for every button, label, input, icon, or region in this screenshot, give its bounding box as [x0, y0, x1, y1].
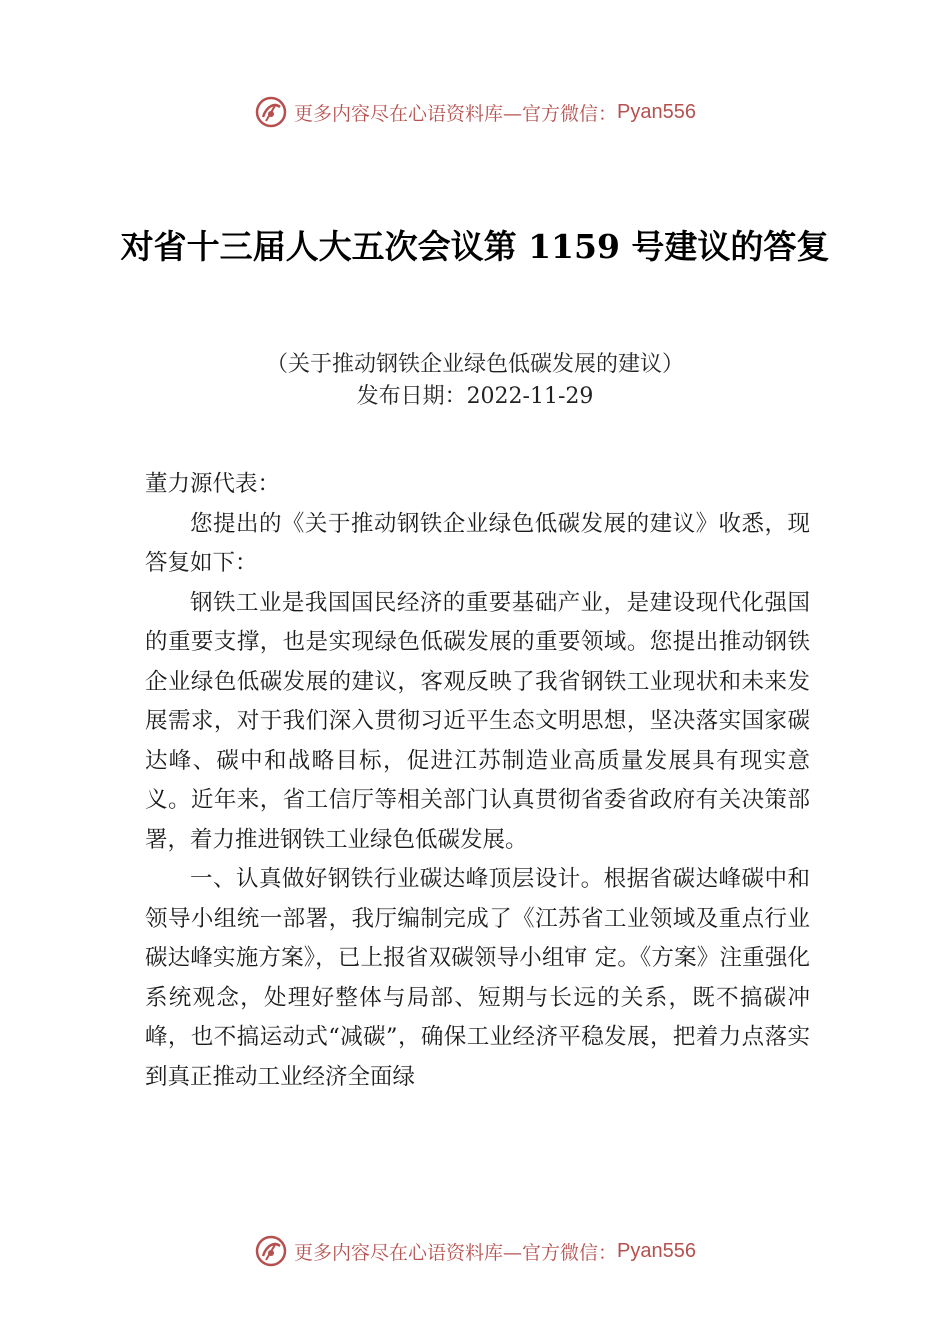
document-title: 对省十三届人大五次会议第 1159 号建议的答复 — [120, 227, 830, 266]
stamp-logo-icon — [254, 95, 288, 129]
banner-wechat-id: Pyan556 — [617, 100, 696, 123]
document-body — [145, 465, 810, 1097]
banner-wechat-id: Pyan556 — [617, 1239, 696, 1262]
paragraph: 您提出的《关于推动钢铁企业绿色低碳发展的建议》收悉，现答复如下： — [145, 510, 810, 576]
document-subtitle: （关于推动钢铁企业绿色低碳发展的建议） — [265, 352, 684, 377]
banner-text: 更多内容尽在心语资料库—官方微信： — [294, 102, 618, 125]
banner-text: 更多内容尽在心语资料库—官方微信： — [294, 1241, 618, 1264]
header-banner — [0, 95, 950, 129]
paragraph: 钢铁工业是我国国民经济的重要基础产业，是建设现代化强国的重要支撑，也是实现绿色低碳发展的重要领域。您提出推动钢铁企业绿色低碳发展的建议，客观反映了我省钢铁工业现状和未来发展需求，对于我们深入贯彻习近平生态文明思想，坚决落实国家碳达峰、碳中和战略目标，促进江苏制造业高质量发展具有现实意义。近年来，省工信厅等相关部门认真贯彻省委省政府有关决策部署，着力推进钢铁工业绿色低碳发展。 — [145, 589, 810, 853]
publish-date: 发布日期：2022-11-29 — [356, 384, 594, 409]
footer-banner — [0, 1234, 950, 1268]
stamp-logo-icon — [254, 1234, 288, 1268]
paragraph: 一、认真做好钢铁行业碳达峰顶层设计。根据省碳达峰碳中和领导小组统一部署，我厅编制完成了《江苏省工业领域及重点行业碳达峰实施方案》，已上报省双碳领导小组审 定。《方案》注重强化系统观念，处理好整体与局部、短期与长远的关系，既不搞碳冲峰，也不搞运动式“减碳”，确保工业经济平稳发展，把着力点落实到真正推动工业经济全面绿 — [145, 866, 810, 1090]
salutation: 董力源代表： — [145, 471, 281, 497]
